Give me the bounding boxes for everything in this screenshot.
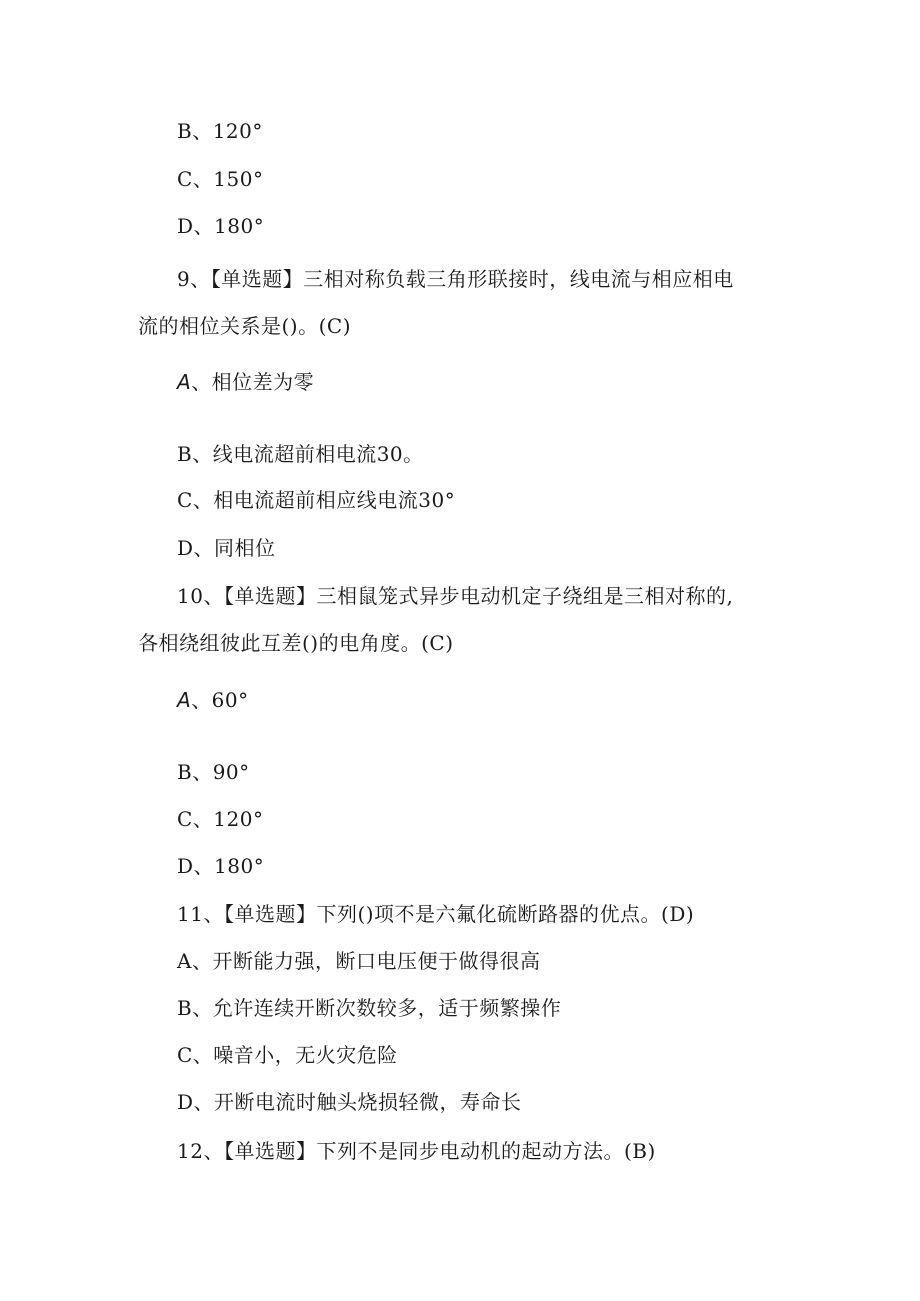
option-a-text: 、60° [191,688,249,712]
question-12-line-1: 12、【单选题】下列不是同步电动机的起动方法。(B) [177,1139,656,1163]
question-11-option-a: A、开断能力强，断口电压便于做得很高 [177,949,541,973]
question-10-option-a [177,687,249,713]
option-a-letter: A [177,688,192,712]
question-11-option-c: C、噪音小，无火灾危险 [177,1043,398,1067]
question-9-option-b: B、线电流超前相电流30。 [177,442,424,466]
question-11-line-1: 11、【单选题】下列()项不是六氟化硫断路器的优点。(D) [177,902,695,926]
option-a-text: 、相位差为零 [191,370,315,394]
question-10-option-b: B、90° [177,760,250,784]
question-9-line-2: 流的相位关系是()。(C) [138,314,352,338]
option-d-prev: D、180° [177,214,265,238]
question-11-option-d: D、开断电流时触头烧损轻微，寿命长 [177,1090,522,1114]
question-11-option-b: B、允许连续开断次数较多，适于频繁操作 [177,996,562,1020]
question-9-option-a [177,369,314,395]
question-10-option-d: D、180° [177,854,265,878]
option-b-prev: B、120° [177,119,263,143]
question-9-line-1: 9、【单选题】三相对称负载三角形联接时，线电流与相应相电 [177,267,734,291]
option-c-prev: C、150° [177,167,264,191]
question-9-option-c: C、相电流超前相应线电流30° [177,488,456,512]
question-10-line-1: 10、【单选题】三相鼠笼式异步电动机定子绕组是三相对称的, [177,584,734,608]
option-a-letter: A [177,370,192,394]
question-10-option-c: C、120° [177,807,264,831]
question-10-line-2: 各相绕组彼此互差()的电角度。(C) [138,631,454,655]
question-9-option-d: D、同相位 [177,536,276,560]
